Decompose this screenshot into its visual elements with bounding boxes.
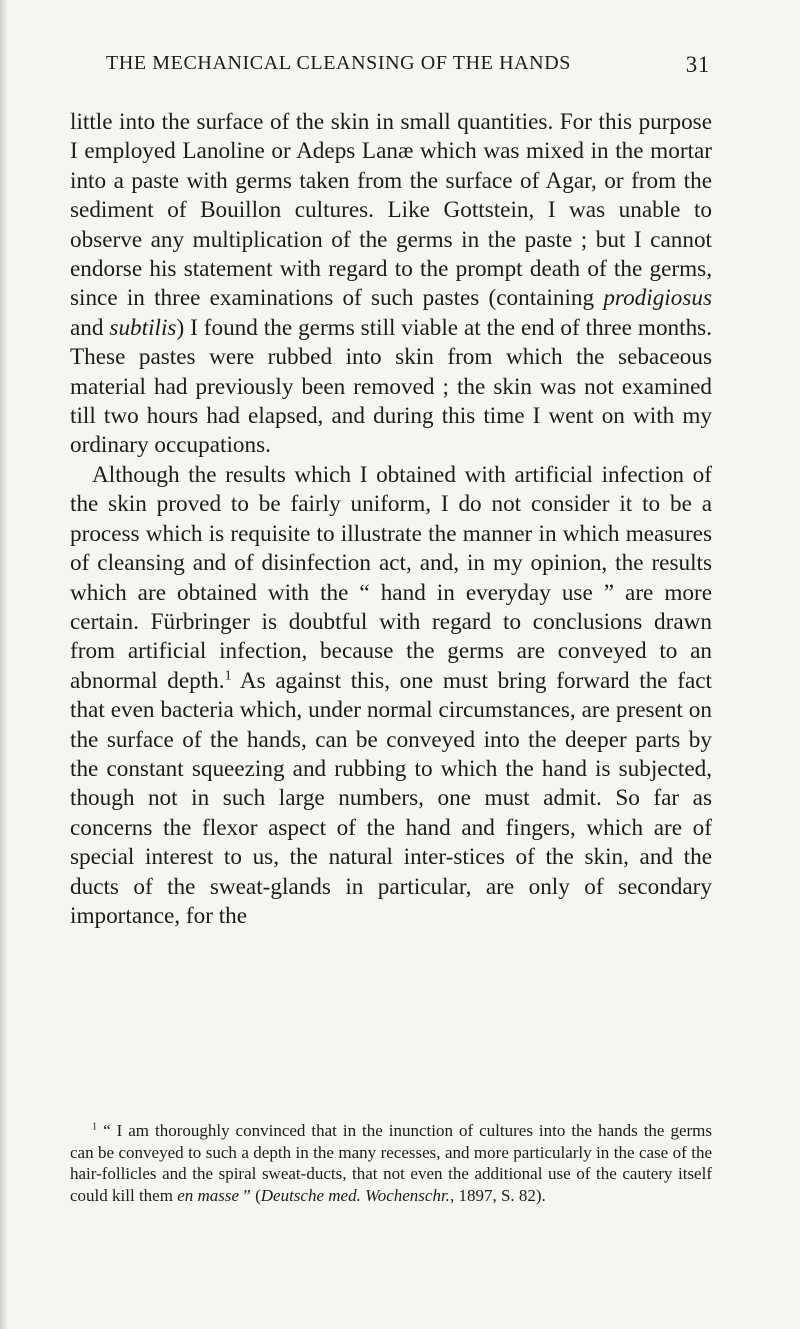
footnote-text-b: ” ( bbox=[239, 1185, 261, 1205]
paragraph-1-italic-prodigiosus: prodigiosus bbox=[603, 285, 712, 312]
paragraph-2-text-a: Although the results which I obtained with artificial infection of the skin proved to be fairly uniform, I do not consider it to be a process which is requisite to illustrate the manner in which measures of cleansing and of disinfection act, and, in my opinion, the results which are obtained with the “ hand in everyday use ” are more certain. Fürbringer is doubtful with regard to conclusions drawn from artificial infection, because the germs are conveyed to an abnormal depth. bbox=[70, 461, 712, 694]
paragraph-2-text-b: As against this, one must bring forward the fact that even bacteria which, under normal circumstances, are present on the surface of the hands, can be conveyed into the deeper parts by the constant squeezing and rubbing to which the hand is subjected, though not in such large numbers, one must admit. So far as concerns the flexor aspect of the hand and fingers, which are of special interest to us, the natural inter-stices of the skin, and the ducts of the sweat-glands in particular, are only of secondary importance, for the bbox=[70, 667, 712, 929]
footnote-italic-journal: Deutsche med. Wochenschr. bbox=[260, 1185, 450, 1205]
footnote-reference: 1 bbox=[224, 667, 232, 683]
paragraph-2 bbox=[70, 461, 712, 932]
running-head bbox=[106, 52, 710, 82]
footnote-text-c: , 1897, S. 82). bbox=[449, 1185, 546, 1205]
page-edge-shadow bbox=[0, 0, 8, 1329]
body-text bbox=[70, 108, 712, 931]
footnote-italic-en-masse: en masse bbox=[177, 1185, 240, 1205]
paragraph-1-italic-subtilis: subtilis bbox=[109, 314, 177, 341]
paragraph-1-text-c: ) I found the germs still viable at the end of three months. These pastes were rubbed into skin from which the sebaceous material had previously been removed ; the skin was not examined till two hours had elapsed, and during this time I went on with my ordinary occupations. bbox=[70, 314, 712, 459]
running-head-title: THE MECHANICAL CLEANSING OF THE HANDS bbox=[106, 52, 571, 74]
footnote-marker: 1 bbox=[92, 1121, 98, 1133]
footnote-text-a: “ I am thoroughly convinced that in the inunction of cultures into the hands the germs can be conveyed to such a depth in the many recesses, and more particularly in the case of the hair-follicles and the spiral sweat-ducts, that not even the additional use of the cautery itself could kill them bbox=[70, 1121, 712, 1205]
page-number: 31 bbox=[685, 52, 710, 77]
paragraph-1-text-a: little into the surface of the skin in small quantities. For this purpose I employed Lanoline or Adeps Lanæ which was mixed in the mortar into a paste with germs taken from the surface of Agar, or from the sediment of Bouillon cultures. Like Gottstein, I was unable to observe any multiplication of the germs in the paste ; but I cannot endorse his statement with regard to the prompt death of the germs, since in three examinations of such pastes (containing bbox=[70, 109, 712, 312]
paragraph-1 bbox=[70, 108, 712, 461]
paragraph-1-text-b: and bbox=[70, 314, 110, 341]
footnote bbox=[70, 1120, 712, 1206]
